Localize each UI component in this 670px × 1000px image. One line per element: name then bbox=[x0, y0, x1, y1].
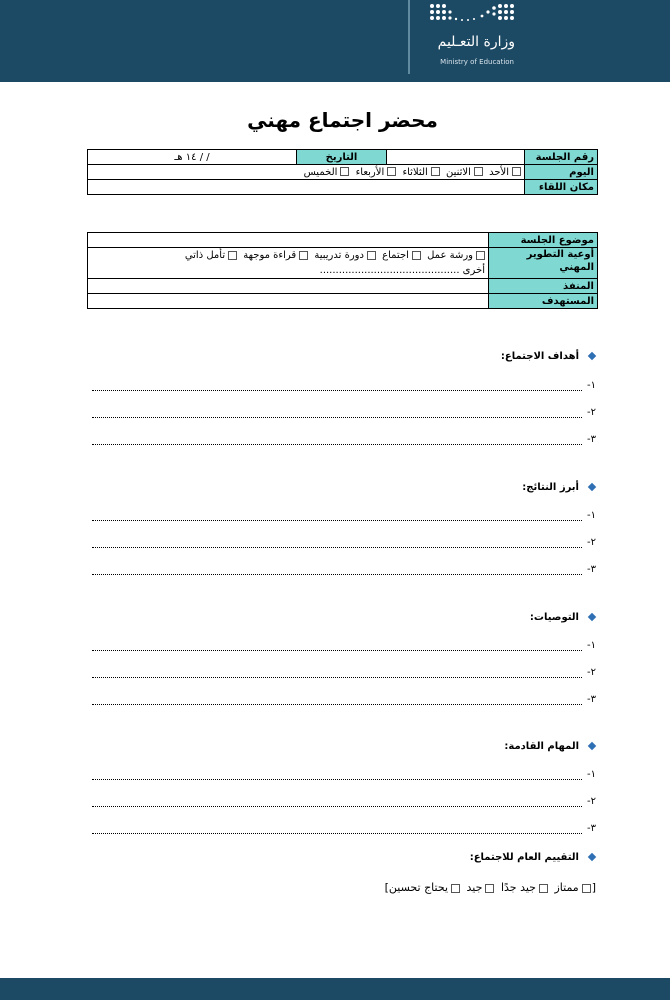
target-field[interactable] bbox=[88, 294, 489, 309]
executor-label: المنفذ bbox=[489, 279, 598, 294]
dev-checkbox-meeting[interactable] bbox=[412, 251, 421, 260]
section-title: المهام القادمة: bbox=[504, 741, 579, 752]
day-checkbox-thu[interactable] bbox=[340, 167, 349, 176]
result-line-3[interactable] bbox=[92, 564, 596, 577]
line-number: ٢- bbox=[587, 537, 596, 548]
recommendation-line-2[interactable] bbox=[92, 667, 596, 680]
session-topic-label: موضوع الجلسة bbox=[489, 233, 598, 248]
line-number: ٣- bbox=[587, 823, 596, 834]
rating-option-label: جيد bbox=[466, 881, 483, 894]
date-field[interactable]: / / ١٤ هـ bbox=[88, 150, 297, 165]
evaluation-options bbox=[385, 881, 596, 894]
rating-checkbox-very-good[interactable] bbox=[539, 884, 548, 893]
result-line-1[interactable] bbox=[92, 510, 596, 523]
day-option-label: الأحد bbox=[489, 166, 509, 178]
header-bar bbox=[0, 0, 670, 82]
line-number: ١- bbox=[587, 640, 596, 651]
line-number: ٣- bbox=[587, 434, 596, 445]
dev-option-label: ورشة عمل bbox=[427, 250, 473, 261]
rating-checkbox-needs-improvement[interactable] bbox=[451, 884, 460, 893]
line-number: ٣- bbox=[587, 694, 596, 705]
line-number: ١- bbox=[587, 380, 596, 391]
dev-option-label: قراءة موجهة bbox=[243, 250, 297, 261]
line-number: ٢- bbox=[587, 796, 596, 807]
session-topic-field[interactable] bbox=[88, 233, 489, 248]
line-number: ٣- bbox=[587, 564, 596, 575]
bullet-diamond-icon bbox=[588, 613, 596, 621]
logo-divider bbox=[408, 0, 410, 74]
dev-checkbox-reading[interactable] bbox=[299, 251, 308, 260]
close-bracket: ] bbox=[384, 881, 389, 894]
section-title: أهداف الاجتماع: bbox=[500, 351, 579, 362]
result-line-2[interactable] bbox=[92, 537, 596, 550]
bullet-diamond-icon bbox=[588, 483, 596, 491]
rating-option-label: يحتاج تحسين bbox=[388, 881, 449, 894]
dev-checkbox-course[interactable] bbox=[367, 251, 376, 260]
session-number-field[interactable] bbox=[387, 150, 525, 165]
section-heading-recommendations bbox=[530, 612, 595, 623]
dev-checkbox-workshop[interactable] bbox=[476, 251, 485, 260]
line-number: ٢- bbox=[587, 407, 596, 418]
line-number: ١- bbox=[587, 510, 596, 521]
day-option-label: الثلاثاء bbox=[402, 166, 428, 178]
ministry-logo bbox=[408, 0, 670, 74]
recommendation-line-3[interactable] bbox=[92, 694, 596, 707]
date-label: التاريخ bbox=[297, 150, 387, 165]
dev-option-label: تأمل ذاتي bbox=[184, 250, 226, 261]
dev-type-row bbox=[91, 248, 485, 263]
dev-other-line[interactable]: أخرى ............................................ bbox=[319, 265, 485, 276]
section-title: أبرز النتائج: bbox=[522, 482, 579, 493]
table-row bbox=[88, 294, 598, 309]
day-options bbox=[88, 165, 525, 180]
meeting-place-field[interactable] bbox=[88, 180, 525, 195]
logo-arabic-text: وزارة التعـليم bbox=[437, 34, 515, 50]
table-row bbox=[88, 165, 598, 180]
objective-line-1[interactable] bbox=[92, 380, 596, 393]
dev-checkbox-reflection[interactable] bbox=[228, 251, 237, 260]
day-option-label: الاثنين bbox=[445, 166, 471, 178]
table-row bbox=[88, 180, 598, 195]
rating-checkbox-excellent[interactable] bbox=[582, 884, 591, 893]
task-line-3[interactable] bbox=[92, 823, 596, 836]
recommendation-line-1[interactable] bbox=[92, 640, 596, 653]
dev-option-label: دورة تدريبية bbox=[314, 250, 364, 261]
bullet-diamond-icon bbox=[588, 742, 596, 750]
section-title: التقييم العام للاجتماع: bbox=[469, 852, 579, 863]
table-row bbox=[88, 248, 598, 279]
line-number: ٢- bbox=[587, 667, 596, 678]
day-label: اليوم bbox=[525, 165, 598, 180]
day-checkbox-sun[interactable] bbox=[512, 167, 521, 176]
day-checkbox-tue[interactable] bbox=[431, 167, 440, 176]
table-row bbox=[88, 233, 598, 248]
table-row bbox=[88, 150, 598, 165]
session-info-table bbox=[87, 149, 598, 195]
footer-bar bbox=[0, 978, 670, 1000]
day-option-label: الأربعاء bbox=[355, 166, 385, 178]
rating-checkbox-good[interactable] bbox=[485, 884, 494, 893]
dev-option-label: اجتماع bbox=[382, 250, 409, 261]
session-details-table bbox=[87, 232, 598, 309]
dev-type-label: أوعية التطوير المهني bbox=[489, 248, 598, 279]
bullet-diamond-icon bbox=[588, 352, 596, 360]
rating-option-label: جيد جدًا bbox=[500, 881, 536, 894]
meeting-place-label: مكان اللقاء bbox=[525, 180, 598, 195]
executor-field[interactable] bbox=[88, 279, 489, 294]
session-number-label: رقم الجلسة bbox=[525, 150, 598, 165]
table-row bbox=[88, 279, 598, 294]
dev-type-options bbox=[88, 248, 489, 279]
logo-english-text: Ministry of Education bbox=[440, 58, 514, 66]
section-heading-objectives bbox=[501, 351, 595, 362]
section-heading-evaluation bbox=[470, 852, 595, 863]
day-option-label: الخميس bbox=[303, 166, 338, 178]
logo-dots-icon bbox=[424, 2, 520, 26]
section-heading-results bbox=[522, 482, 595, 493]
day-checkbox-mon[interactable] bbox=[474, 167, 483, 176]
section-heading-tasks bbox=[504, 741, 595, 752]
objective-line-2[interactable] bbox=[92, 407, 596, 420]
task-line-2[interactable] bbox=[92, 796, 596, 809]
bullet-diamond-icon bbox=[588, 853, 596, 861]
page-title: محضر اجتماع مهني bbox=[247, 108, 438, 132]
rating-option-label: ممتاز bbox=[554, 881, 579, 894]
section-title: التوصيات: bbox=[529, 612, 579, 623]
open-bracket: [ bbox=[591, 881, 596, 894]
line-number: ١- bbox=[587, 769, 596, 780]
day-checkbox-wed[interactable] bbox=[387, 167, 396, 176]
target-label: المستهدف bbox=[489, 294, 598, 309]
objective-line-3[interactable] bbox=[92, 434, 596, 447]
task-line-1[interactable] bbox=[92, 769, 596, 782]
